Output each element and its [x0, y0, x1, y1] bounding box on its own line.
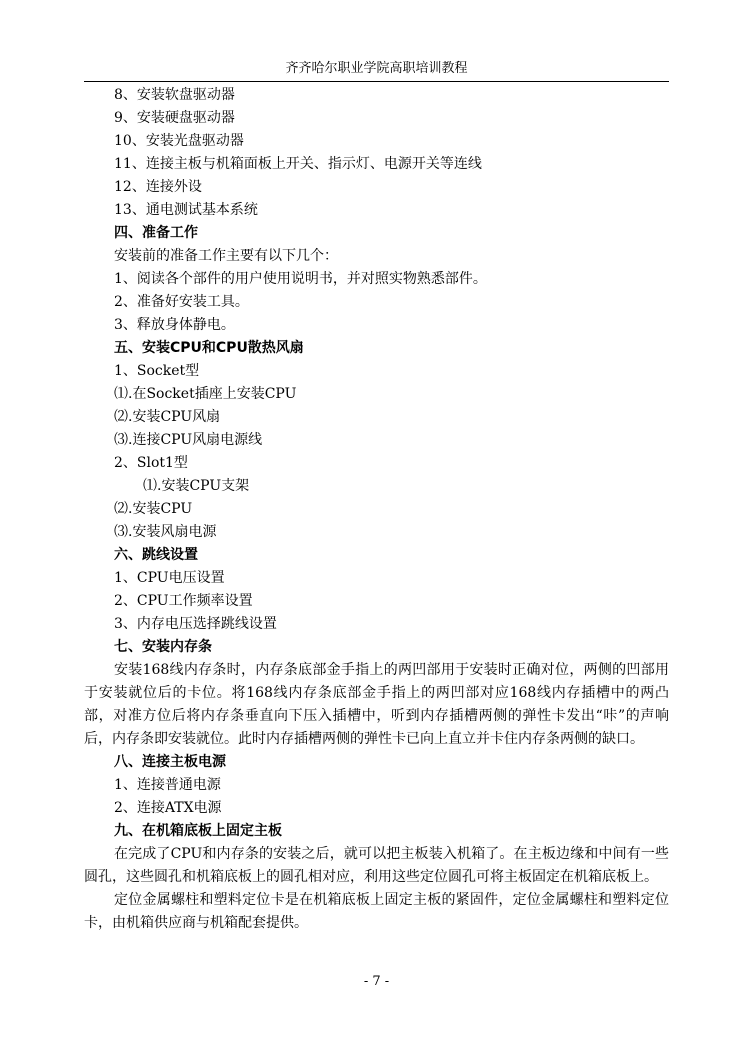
list-item: 1、Socket型 [114, 363, 200, 379]
list-item: 2、连接ATX电源 [114, 800, 222, 816]
sub-list-item: ⑶.安装风扇电源 [114, 524, 217, 540]
section-heading: 六、跳线设置 [114, 547, 198, 563]
list-item: 2、Slot1型 [114, 455, 188, 471]
header-divider [84, 81, 669, 82]
list-item: 13、通电测试基本系统 [114, 202, 258, 218]
list-item: 12、连接外设 [114, 179, 202, 195]
list-item: 1、阅读各个部件的用户使用说明书，并对照实物熟悉部件。 [114, 271, 487, 287]
section-heading: 七、安装内存条 [114, 639, 212, 655]
list-item: 10、安装光盘驱动器 [114, 133, 244, 149]
sub-list-item: ⑴.在Socket插座上安装CPU [114, 386, 297, 402]
sub-list-item: ⑴.安装CPU支架 [143, 478, 250, 494]
list-item: 3、内存电压选择跳线设置 [114, 616, 277, 632]
body-paragraph: 安装168线内存条时，内存条底部金手指上的两凹部用于安装时正确对位，两侧的凹部用于安装就位后的卡位。将168线内存条底部金手指上的两凹部对应168线内存插槽中的两凸部，对准方位后将内存条垂直向下压入插槽中，听到内存插槽两侧的弹性卡发出“咔”的声响后，内存条即安装就位。此时内存插槽两侧的弹性卡已向上直立并卡住内存条两侧的缺口。 [84, 662, 669, 747]
sub-list-item: ⑵.安装CPU风扇 [114, 409, 221, 425]
sub-list-item: ⑶.连接CPU风扇电源线 [114, 432, 263, 448]
list-item: 1、连接普通电源 [114, 777, 221, 793]
list-item: 9、安装硬盘驱动器 [114, 110, 235, 126]
page-number: - 7 - [363, 974, 390, 989]
list-item: 11、连接主板与机箱面板上开关、指示灯、电源开关等连线 [114, 156, 482, 172]
section-heading: 八、连接主板电源 [114, 754, 226, 770]
section-intro: 安装前的准备工作主要有以下几个： [114, 248, 338, 264]
sub-list-item: ⑵.安装CPU [114, 501, 193, 517]
page-body [84, 84, 669, 935]
list-item: 8、安装软盘驱动器 [114, 87, 235, 103]
running-header: 齐齐哈尔职业学院高职培训教程 [285, 61, 468, 76]
list-item: 2、准备好安装工具。 [114, 294, 249, 310]
section-heading: 四、准备工作 [114, 225, 198, 241]
body-paragraph: 在完成了CPU和内存条的安装之后，就可以把主板装入机箱了。在主板边缘和中间有一些圆孔，这些圆孔和机箱底板上的圆孔相对应，利用这些定位圆孔可将主板固定在机箱底板上。 [84, 846, 669, 885]
section-heading: 五、安装CPU和CPU散热风扇 [114, 340, 304, 356]
body-paragraph: 定位金属螺柱和塑料定位卡是在机箱底板上固定主板的紧固件，定位金属螺柱和塑料定位卡，由机箱供应商与机箱配套提供。 [84, 892, 669, 931]
list-item: 1、CPU电压设置 [114, 570, 225, 586]
section-heading: 九、在机箱底板上固定主板 [114, 823, 282, 839]
list-item: 2、CPU工作频率设置 [114, 593, 253, 609]
list-item: 3、释放身体静电。 [114, 317, 235, 333]
